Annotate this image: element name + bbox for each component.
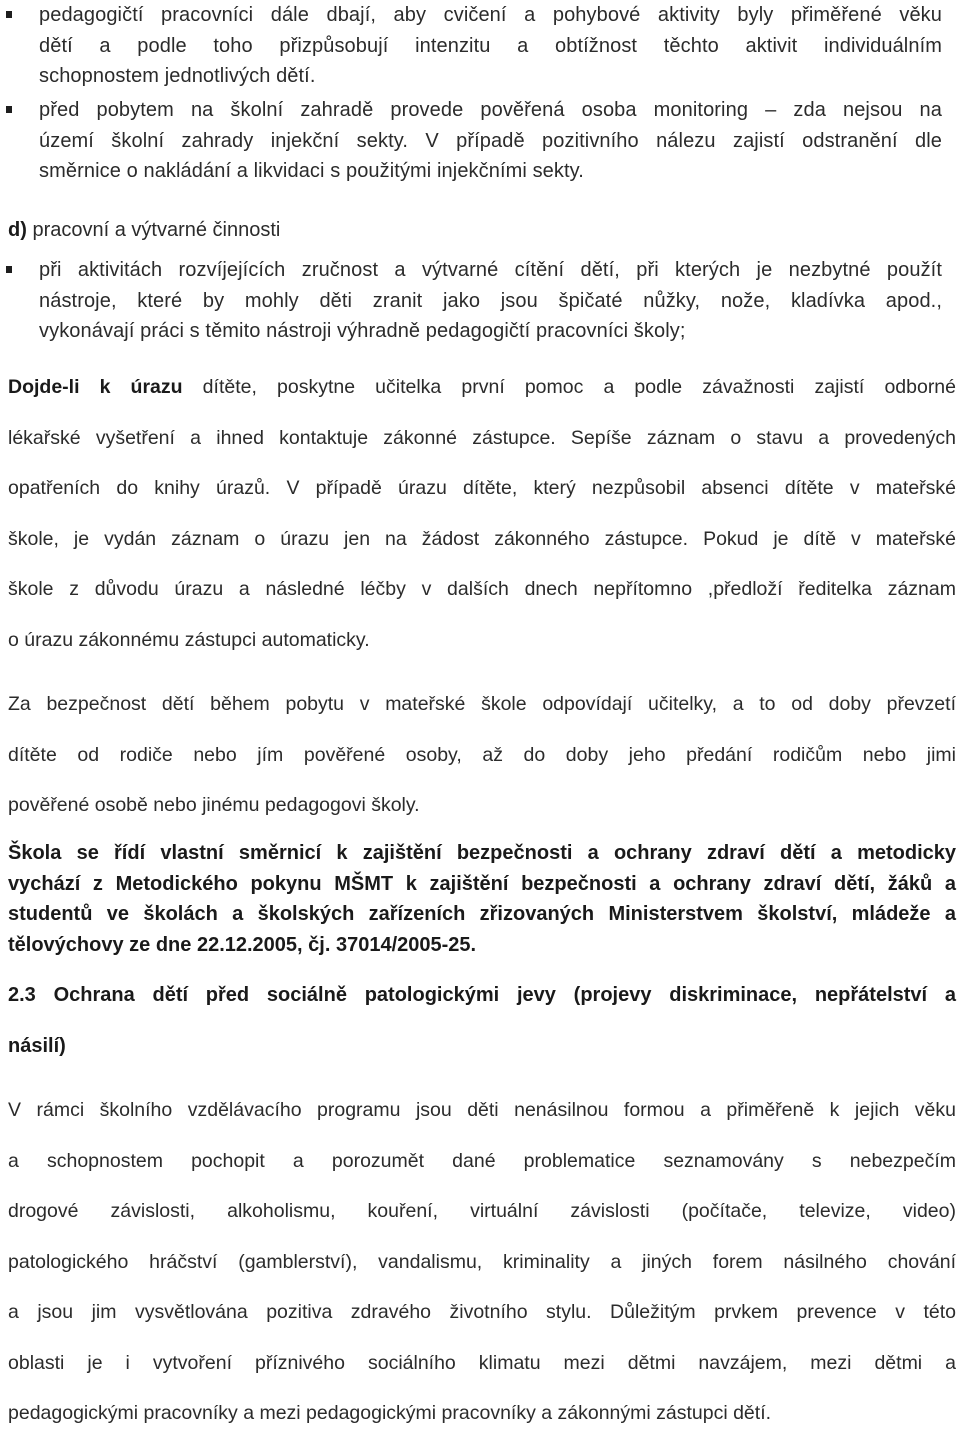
injury-lead: Dojde-li k úrazu [8, 376, 183, 398]
text-line: drogové závislosti, alkoholismu, kouření, virtuální závislosti (počítače, televize, video) [8, 1200, 956, 1222]
text-line: pověřené osobě nebo jinému pedagogovi školy. [8, 794, 420, 816]
heading-line: násilí) [8, 1035, 66, 1057]
section-d-label [8, 215, 956, 246]
text-line: škole z důvodu úrazu a následné léčby v dalších dnech nepřítomno ,předloží ředitelka záznam [8, 578, 956, 600]
section-d-title: pracovní a výtvarné činnosti [26, 219, 281, 241]
text-line: při aktivitách rozvíjejících zručnost a výtvarné cítění dětí, při kterých je nezbytné použít [39, 259, 942, 281]
text-line: tělovýchovy ze dne 22.12.2005, čj. 37014/2005-25. [8, 933, 477, 956]
section-d-letter: d) [8, 219, 27, 241]
text-line: Za bezpečnost dětí během pobytu v mateřské škole odpovídají učitelky, a to od doby převzetí [8, 693, 956, 715]
text-line: a schopnostem pochopit a porozumět dané problematice seznamovány s nebezpečím [8, 1149, 956, 1172]
text-line: vykonávají práci s těmito nástroji výhradně pedagogičtí pracovníci školy; [39, 320, 686, 342]
injury-line-rest: dítěte, poskytne učitelka první pomoc a podle závažnosti zajistí odborné [182, 376, 957, 398]
text-line: schopnostem jednotlivých dětí. [39, 65, 316, 87]
text-line: pedagogickými pracovníky a mezi pedagogickými pracovníky a zákonnými zástupci dětí. [8, 1402, 772, 1424]
text-line: vychází z Metodického pokynu MŠMT k zajištění bezpečnosti a ochrany zdraví dětí, žáků a [8, 872, 956, 895]
text-line: před pobytem na školní zahradě provede pověřená osoba monitoring – zda nejsou na [39, 99, 942, 121]
bullet-text [39, 95, 942, 187]
text-line: oblasti je i vytvoření příznivého sociálního klimatu mezi dětmi navzájem, mezi dětmi a [8, 1351, 956, 1374]
square-bullet-icon [6, 266, 12, 273]
text-line: opatřeních do knihy úrazů. V případě úrazu dítěte, který nezpůsobil absenci dítěte v mateřské [8, 477, 956, 499]
text-line: dítěte od rodiče nebo jím pověřené osoby, až do doby jeho předání rodičům nebo jimi [8, 743, 956, 766]
text-line: nástroje, které by mohly děti zranit jako jsou špičaté nůžky, nože, kladívka apod., [39, 289, 942, 312]
text-line: Škola se řídí vlastní směrnicí k zajištění bezpečnosti a ochrany zdraví dětí a metodicky [8, 842, 956, 864]
text-line: směrnice o nakládání a likvidaci s použitými injekčními sekty. [39, 160, 584, 182]
bullet-text [39, 255, 942, 347]
text-line: V rámci školního vzdělávacího programu jsou děti nenásilnou formou a přiměřeně k jejich věku [8, 1099, 956, 1121]
responsibility-paragraph [8, 679, 956, 831]
injury-paragraph [8, 362, 956, 665]
directive-paragraph [8, 838, 956, 960]
section-heading [8, 970, 956, 1072]
text-line: a jsou jim vysvětlována pozitiva zdravého životního stylu. Důležitým prvkem prevence v této [8, 1301, 956, 1323]
square-bullet-icon [6, 11, 12, 18]
text-line: škole, je vydán záznam o úrazu jen na žádost zákonného zástupce. Pokud je dítě v mateřské [8, 527, 956, 550]
text-line: o úrazu zákonnému zástupci automaticky. [8, 628, 370, 651]
text-line: území školní zahrady injekční sekty. V případě pozitivního nálezu zajistí odstranění dle [39, 129, 942, 152]
text-line: studentů ve školách a školských zařízeních zřizovaných Ministerstvem školství, mládeže a [8, 903, 956, 925]
bullet-text [39, 0, 942, 92]
text-line: lékařské vyšetření a ihned kontaktuje zákonné zástupce. Sepíše záznam o stavu a provedených [8, 426, 956, 449]
text-line: pedagogičtí pracovníci dále dbají, aby cvičení a pohybové aktivity byly přiměřené věku [39, 4, 942, 26]
heading-line: 2.3 Ochrana dětí před sociálně patologickými jevy (projevy diskriminace, nepřátelství a [8, 984, 956, 1006]
prevention-paragraph [8, 1085, 956, 1439]
text-line: patologického hráčství (gamblerství), vandalismu, kriminality a jiných forem násilného chování [8, 1250, 956, 1273]
square-bullet-icon [6, 106, 12, 113]
text-line: dětí a podle toho přizpůsobují intenzitu a obtížnost těchto aktivit individuálním [39, 34, 942, 57]
text-line [8, 362, 956, 413]
